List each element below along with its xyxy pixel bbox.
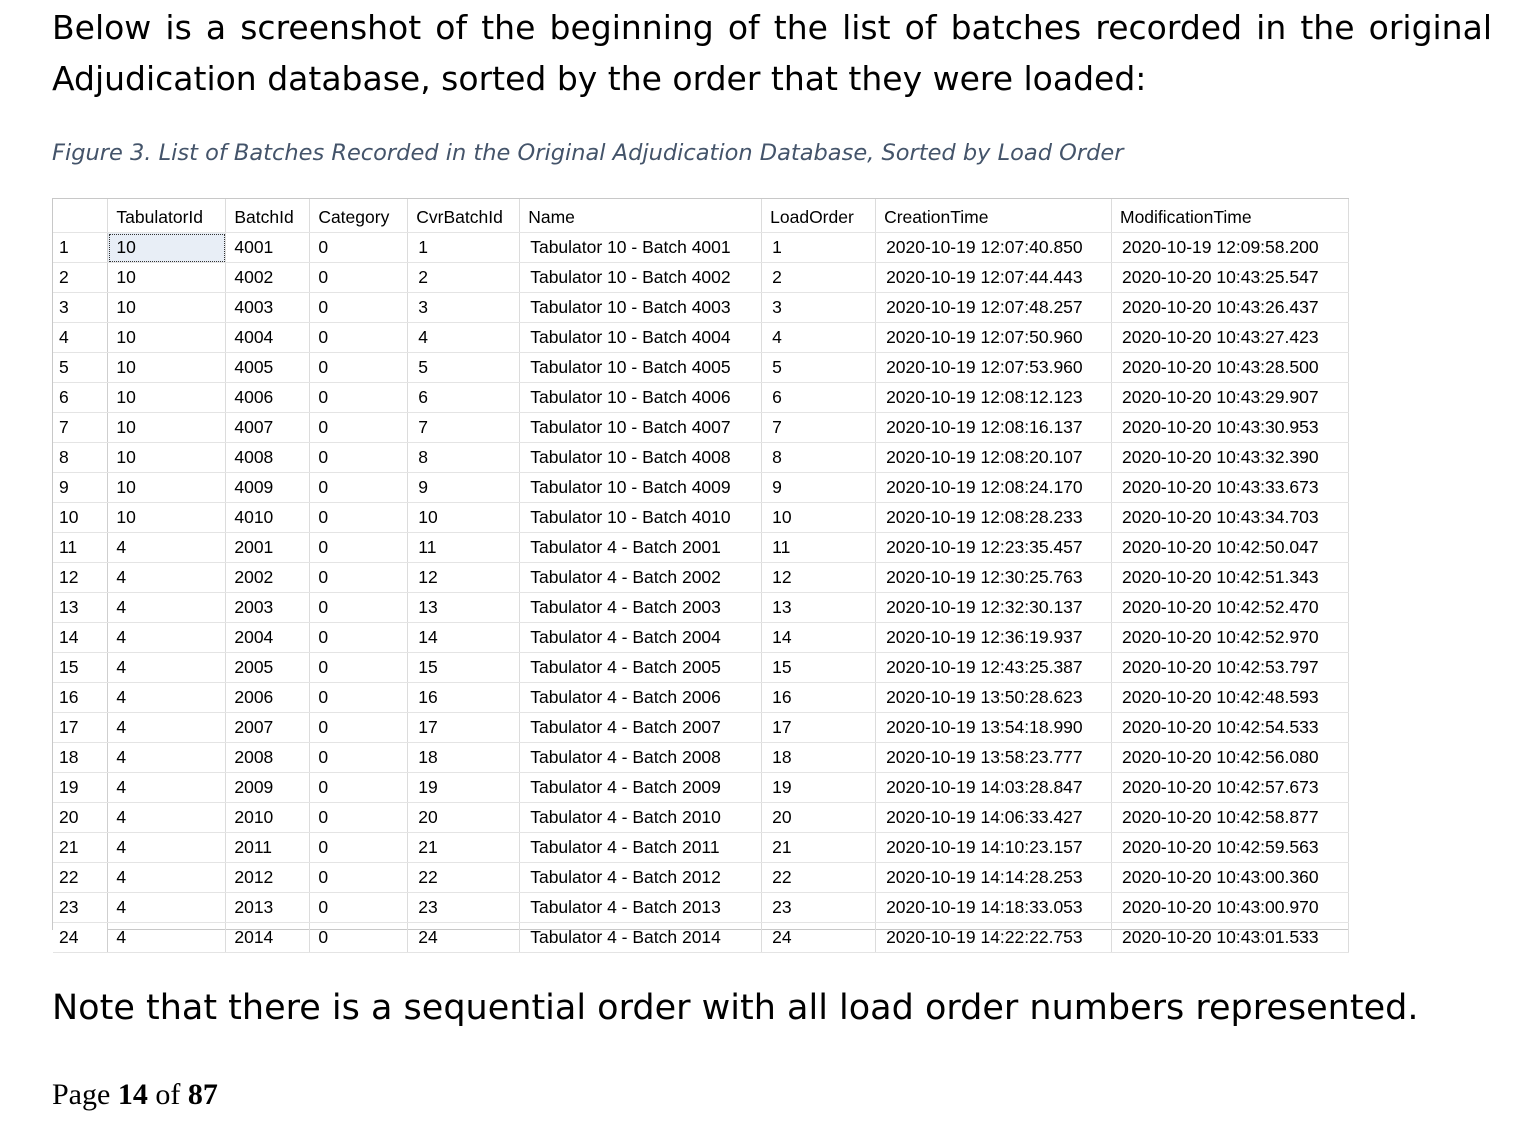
row-number-cell[interactable]: 15 bbox=[53, 653, 108, 683]
table-cell[interactable]: 2020-10-20 10:42:57.673 bbox=[1112, 773, 1349, 803]
table-row[interactable] bbox=[53, 653, 1349, 683]
table-cell[interactable]: 2009 bbox=[226, 773, 310, 803]
table-cell[interactable]: 2003 bbox=[226, 593, 310, 623]
table-cell[interactable]: 4007 bbox=[226, 413, 310, 443]
table-cell[interactable]: 0 bbox=[310, 683, 408, 713]
table-cell[interactable]: 10 bbox=[108, 233, 226, 263]
table-cell[interactable]: 4 bbox=[108, 713, 226, 743]
table-cell[interactable]: 17 bbox=[408, 713, 520, 743]
table-cell[interactable]: 0 bbox=[310, 533, 408, 563]
table-cell[interactable]: 15 bbox=[762, 653, 876, 683]
row-number-cell[interactable]: 20 bbox=[53, 803, 108, 833]
of-word: of bbox=[155, 1078, 181, 1111]
table-cell[interactable]: 4 bbox=[108, 563, 226, 593]
table-cell[interactable]: 16 bbox=[762, 683, 876, 713]
table-cell[interactable]: 9 bbox=[762, 473, 876, 503]
table-cell[interactable]: Tabulator 4 - Batch 2003 bbox=[520, 593, 762, 623]
table-row[interactable] bbox=[53, 713, 1349, 743]
row-number-cell[interactable]: 5 bbox=[53, 353, 108, 383]
table-cell[interactable]: 2020-10-20 10:43:29.907 bbox=[1112, 383, 1349, 413]
table-cell[interactable]: Tabulator 4 - Batch 2012 bbox=[520, 863, 762, 893]
table-cell[interactable]: 2020-10-19 12:08:24.170 bbox=[876, 473, 1112, 503]
table-cell[interactable]: 4 bbox=[108, 773, 226, 803]
table-cell[interactable]: 1 bbox=[762, 233, 876, 263]
row-number-cell[interactable]: 16 bbox=[53, 683, 108, 713]
table-cell[interactable]: 17 bbox=[762, 713, 876, 743]
table-cell[interactable]: 10 bbox=[762, 503, 876, 533]
table-cell[interactable]: 4 bbox=[108, 863, 226, 893]
table-row[interactable] bbox=[53, 623, 1349, 653]
table-cell[interactable]: 2020-10-19 13:58:23.777 bbox=[876, 743, 1112, 773]
table-cell[interactable]: 11 bbox=[762, 533, 876, 563]
table-cell[interactable]: 18 bbox=[408, 743, 520, 773]
table-cell[interactable]: 0 bbox=[310, 593, 408, 623]
table-cell[interactable]: 2020-10-19 14:10:23.157 bbox=[876, 833, 1112, 863]
column-header[interactable]: CreationTime bbox=[876, 199, 1112, 233]
table-cell[interactable]: 4003 bbox=[226, 293, 310, 323]
table-cell[interactable]: 8 bbox=[762, 443, 876, 473]
table-cell[interactable]: 2020-10-19 12:30:25.763 bbox=[876, 563, 1112, 593]
row-number-cell[interactable]: 8 bbox=[53, 443, 108, 473]
note-paragraph: Note that there is a sequential order with all load order numbers represented. bbox=[52, 988, 1419, 1028]
table-cell[interactable]: 2011 bbox=[226, 833, 310, 863]
row-number-cell[interactable]: 13 bbox=[53, 593, 108, 623]
table-cell[interactable]: 2020-10-19 12:07:40.850 bbox=[876, 233, 1112, 263]
table-cell[interactable]: Tabulator 4 - Batch 2002 bbox=[520, 563, 762, 593]
table-cell[interactable]: Tabulator 4 - Batch 2014 bbox=[520, 923, 762, 953]
table-cell[interactable]: 6 bbox=[408, 383, 520, 413]
table-cell[interactable]: 2020-10-20 10:42:52.470 bbox=[1112, 593, 1349, 623]
table-cell[interactable]: 2004 bbox=[226, 623, 310, 653]
table-cell[interactable]: 2 bbox=[762, 263, 876, 293]
table-cell[interactable]: 2020-10-20 10:43:00.970 bbox=[1112, 893, 1349, 923]
table-cell[interactable]: 2020-10-19 12:08:12.123 bbox=[876, 383, 1112, 413]
table-cell[interactable]: 2020-10-19 14:14:28.253 bbox=[876, 863, 1112, 893]
page-number: 14 bbox=[117, 1078, 148, 1111]
table-row[interactable] bbox=[53, 263, 1349, 293]
figure-caption: Figure 3. List of Batches Recorded in the Original Adjudication Database, Sorted by Load Order bbox=[52, 140, 1124, 166]
table-cell[interactable]: 13 bbox=[762, 593, 876, 623]
table-cell[interactable]: 4006 bbox=[226, 383, 310, 413]
table-cell[interactable]: 0 bbox=[310, 233, 408, 263]
table-cell[interactable]: 2001 bbox=[226, 533, 310, 563]
row-number-cell[interactable]: 6 bbox=[53, 383, 108, 413]
table-cell[interactable]: 0 bbox=[310, 293, 408, 323]
table-row[interactable] bbox=[53, 323, 1349, 353]
table-cell[interactable]: 19 bbox=[408, 773, 520, 803]
row-number-cell[interactable]: 18 bbox=[53, 743, 108, 773]
row-number-cell[interactable]: 17 bbox=[53, 713, 108, 743]
table-cell[interactable]: 0 bbox=[310, 893, 408, 923]
table-row[interactable] bbox=[53, 413, 1349, 443]
table-row[interactable] bbox=[53, 683, 1349, 713]
column-header[interactable]: BatchId bbox=[226, 199, 310, 233]
table-cell[interactable]: 10 bbox=[408, 503, 520, 533]
table-row[interactable] bbox=[53, 743, 1349, 773]
table-cell[interactable]: 2020-10-19 12:43:25.387 bbox=[876, 653, 1112, 683]
table-cell[interactable]: Tabulator 10 - Batch 4001 bbox=[520, 233, 762, 263]
table-cell[interactable]: 8 bbox=[408, 443, 520, 473]
table-cell[interactable]: Tabulator 4 - Batch 2009 bbox=[520, 773, 762, 803]
table-cell[interactable]: 0 bbox=[310, 353, 408, 383]
table-cell[interactable]: 0 bbox=[310, 923, 408, 953]
table-cell[interactable]: 4 bbox=[108, 893, 226, 923]
table-cell[interactable]: 18 bbox=[762, 743, 876, 773]
row-number-cell[interactable]: 22 bbox=[53, 863, 108, 893]
table-cell[interactable]: 4004 bbox=[226, 323, 310, 353]
table-cell[interactable]: 12 bbox=[762, 563, 876, 593]
table-cell[interactable]: Tabulator 4 - Batch 2011 bbox=[520, 833, 762, 863]
table-body bbox=[53, 233, 1349, 953]
table-cell[interactable]: 2020-10-20 10:42:58.877 bbox=[1112, 803, 1349, 833]
table-row[interactable] bbox=[53, 773, 1349, 803]
table-cell[interactable]: 2006 bbox=[226, 683, 310, 713]
table-cell[interactable]: 2020-10-20 10:43:26.437 bbox=[1112, 293, 1349, 323]
table-cell[interactable]: 2020-10-20 10:43:01.533 bbox=[1112, 923, 1349, 953]
table-cell[interactable]: 10 bbox=[108, 443, 226, 473]
table-cell[interactable]: 4 bbox=[108, 593, 226, 623]
table-cell[interactable]: 0 bbox=[310, 803, 408, 833]
table-cell[interactable]: Tabulator 10 - Batch 4006 bbox=[520, 383, 762, 413]
table-cell[interactable]: 23 bbox=[762, 893, 876, 923]
table-cell[interactable]: 2008 bbox=[226, 743, 310, 773]
table-cell[interactable]: 2020-10-20 10:42:48.593 bbox=[1112, 683, 1349, 713]
table-cell[interactable]: 7 bbox=[762, 413, 876, 443]
table-cell[interactable]: 10 bbox=[108, 503, 226, 533]
table-cell[interactable]: 0 bbox=[310, 743, 408, 773]
column-header[interactable]: TabulatorId bbox=[108, 199, 226, 233]
table-cell[interactable]: 14 bbox=[762, 623, 876, 653]
table-cell[interactable]: 3 bbox=[408, 293, 520, 323]
table-cell[interactable]: 2020-10-19 14:22:22.753 bbox=[876, 923, 1112, 953]
table-cell[interactable]: 10 bbox=[108, 353, 226, 383]
table-cell[interactable]: 4 bbox=[108, 803, 226, 833]
table-cell[interactable]: 4 bbox=[108, 533, 226, 563]
table-cell[interactable]: 4002 bbox=[226, 263, 310, 293]
table-cell[interactable]: 2020-10-19 14:03:28.847 bbox=[876, 773, 1112, 803]
table-cell[interactable]: 4 bbox=[108, 683, 226, 713]
table-cell[interactable]: 4008 bbox=[226, 443, 310, 473]
table-cell[interactable]: 0 bbox=[310, 263, 408, 293]
table-cell[interactable]: 0 bbox=[310, 443, 408, 473]
table-cell[interactable]: 0 bbox=[310, 503, 408, 533]
table-cell[interactable]: 2020-10-19 12:36:19.937 bbox=[876, 623, 1112, 653]
table-cell[interactable]: 2010 bbox=[226, 803, 310, 833]
table-cell[interactable]: 2020-10-19 12:23:35.457 bbox=[876, 533, 1112, 563]
table-cell[interactable]: 2020-10-20 10:43:25.547 bbox=[1112, 263, 1349, 293]
table-cell[interactable]: 22 bbox=[762, 863, 876, 893]
table-cell[interactable]: 2020-10-20 10:42:52.970 bbox=[1112, 623, 1349, 653]
page-footer bbox=[52, 1078, 218, 1112]
row-number-cell[interactable]: 19 bbox=[53, 773, 108, 803]
table-row[interactable] bbox=[53, 803, 1349, 833]
table-cell[interactable]: Tabulator 4 - Batch 2013 bbox=[520, 893, 762, 923]
table-cell[interactable]: Tabulator 10 - Batch 4007 bbox=[520, 413, 762, 443]
table-cell[interactable]: 2007 bbox=[226, 713, 310, 743]
table-cell[interactable]: 0 bbox=[310, 833, 408, 863]
table-cell[interactable]: 10 bbox=[108, 323, 226, 353]
table-cell[interactable]: 2020-10-19 12:07:48.257 bbox=[876, 293, 1112, 323]
table-cell[interactable]: 24 bbox=[408, 923, 520, 953]
row-number-cell[interactable]: 2 bbox=[53, 263, 108, 293]
table-cell[interactable]: 23 bbox=[408, 893, 520, 923]
table-cell[interactable]: 10 bbox=[108, 263, 226, 293]
table-cell[interactable]: 2020-10-20 10:43:00.360 bbox=[1112, 863, 1349, 893]
table-cell[interactable]: 2020-10-19 13:54:18.990 bbox=[876, 713, 1112, 743]
table-cell[interactable]: 2020-10-20 10:43:27.423 bbox=[1112, 323, 1349, 353]
table-row[interactable] bbox=[53, 383, 1349, 413]
table-cell[interactable]: 2020-10-20 10:42:53.797 bbox=[1112, 653, 1349, 683]
table-cell[interactable]: Tabulator 4 - Batch 2010 bbox=[520, 803, 762, 833]
table-cell[interactable]: 2020-10-19 14:06:33.427 bbox=[876, 803, 1112, 833]
table-cell[interactable]: Tabulator 4 - Batch 2001 bbox=[520, 533, 762, 563]
table-cell[interactable]: 0 bbox=[310, 623, 408, 653]
table-row[interactable] bbox=[53, 473, 1349, 503]
table-cell[interactable]: 10 bbox=[108, 293, 226, 323]
table-cell[interactable]: 15 bbox=[408, 653, 520, 683]
table-cell[interactable]: 0 bbox=[310, 413, 408, 443]
table-cell[interactable]: 2020-10-19 12:32:30.137 bbox=[876, 593, 1112, 623]
table-cell[interactable]: Tabulator 10 - Batch 4009 bbox=[520, 473, 762, 503]
table-cell[interactable]: 2020-10-19 12:07:53.960 bbox=[876, 353, 1112, 383]
column-header[interactable]: Category bbox=[310, 199, 408, 233]
table-row[interactable] bbox=[53, 503, 1349, 533]
row-number-cell[interactable]: 14 bbox=[53, 623, 108, 653]
row-number-cell[interactable]: 9 bbox=[53, 473, 108, 503]
table-cell[interactable]: 2014 bbox=[226, 923, 310, 953]
table-cell[interactable]: 2020-10-20 10:42:51.343 bbox=[1112, 563, 1349, 593]
table-cell[interactable]: 2020-10-20 10:43:30.953 bbox=[1112, 413, 1349, 443]
table-cell[interactable]: 24 bbox=[762, 923, 876, 953]
table-cell[interactable]: 0 bbox=[310, 713, 408, 743]
table-cell[interactable]: Tabulator 10 - Batch 4005 bbox=[520, 353, 762, 383]
row-number-cell[interactable]: 4 bbox=[53, 323, 108, 353]
results-grid bbox=[52, 198, 1349, 947]
table-cell[interactable]: 10 bbox=[108, 473, 226, 503]
table-cell[interactable]: 10 bbox=[108, 383, 226, 413]
table-cell[interactable]: 4001 bbox=[226, 233, 310, 263]
row-number-cell[interactable]: 12 bbox=[53, 563, 108, 593]
table-cell[interactable]: 2020-10-19 14:18:33.053 bbox=[876, 893, 1112, 923]
table-cell[interactable]: 1 bbox=[408, 233, 520, 263]
table-cell[interactable]: 2020-10-19 12:07:44.443 bbox=[876, 263, 1112, 293]
row-number-cell[interactable]: 11 bbox=[53, 533, 108, 563]
table-cell[interactable]: 10 bbox=[108, 413, 226, 443]
table-cell[interactable]: 4 bbox=[108, 833, 226, 863]
table-cell[interactable]: 19 bbox=[762, 773, 876, 803]
table-cell[interactable]: 11 bbox=[408, 533, 520, 563]
table-cell[interactable]: 2002 bbox=[226, 563, 310, 593]
row-number-cell[interactable]: 24 bbox=[53, 923, 108, 953]
table-cell[interactable]: Tabulator 4 - Batch 2007 bbox=[520, 713, 762, 743]
table-cell[interactable]: Tabulator 4 - Batch 2006 bbox=[520, 683, 762, 713]
table-cell[interactable]: 0 bbox=[310, 653, 408, 683]
table-row[interactable] bbox=[53, 863, 1349, 893]
table-cell[interactable]: 22 bbox=[408, 863, 520, 893]
table-cell[interactable]: Tabulator 4 - Batch 2005 bbox=[520, 653, 762, 683]
table-cell[interactable]: 2020-10-20 10:43:28.500 bbox=[1112, 353, 1349, 383]
table-cell[interactable]: 2013 bbox=[226, 893, 310, 923]
table-cell[interactable]: 4 bbox=[408, 323, 520, 353]
table-cell[interactable]: 14 bbox=[408, 623, 520, 653]
table-cell[interactable]: 0 bbox=[310, 773, 408, 803]
row-number-cell[interactable]: 7 bbox=[53, 413, 108, 443]
column-header[interactable]: ModificationTime bbox=[1112, 199, 1349, 233]
table-cell[interactable]: 2020-10-20 10:42:59.563 bbox=[1112, 833, 1349, 863]
page-word: Page bbox=[52, 1078, 111, 1111]
table-cell[interactable]: 0 bbox=[310, 323, 408, 353]
table-cell[interactable]: 2005 bbox=[226, 653, 310, 683]
table-cell[interactable]: Tabulator 10 - Batch 4003 bbox=[520, 293, 762, 323]
table-row[interactable] bbox=[53, 563, 1349, 593]
intro-paragraph: Below is a screenshot of the beginning of the list of batches recorded in the original Adjudication database, sorted by the order that they were loaded: bbox=[52, 8, 1492, 98]
table-cell[interactable]: 2020-10-19 12:09:58.200 bbox=[1112, 233, 1349, 263]
page-total: 87 bbox=[187, 1078, 218, 1111]
row-number-cell[interactable]: 10 bbox=[53, 503, 108, 533]
table-cell[interactable]: 9 bbox=[408, 473, 520, 503]
table-cell[interactable]: 2020-10-19 12:08:28.233 bbox=[876, 503, 1112, 533]
table-cell[interactable]: 2 bbox=[408, 263, 520, 293]
table-cell[interactable]: 4 bbox=[108, 623, 226, 653]
table-cell[interactable]: 4 bbox=[108, 653, 226, 683]
table-cell[interactable]: 2020-10-19 12:07:50.960 bbox=[876, 323, 1112, 353]
table-cell[interactable]: Tabulator 10 - Batch 4004 bbox=[520, 323, 762, 353]
table-cell[interactable]: 2020-10-20 10:43:33.673 bbox=[1112, 473, 1349, 503]
table-cell[interactable]: 4005 bbox=[226, 353, 310, 383]
table-cell[interactable]: 0 bbox=[310, 473, 408, 503]
table-cell[interactable]: 13 bbox=[408, 593, 520, 623]
table-cell[interactable]: 4 bbox=[108, 743, 226, 773]
batches-table bbox=[53, 199, 1349, 953]
table-cell[interactable]: 2020-10-19 12:08:20.107 bbox=[876, 443, 1112, 473]
table-cell[interactable]: Tabulator 10 - Batch 4008 bbox=[520, 443, 762, 473]
row-number-header[interactable] bbox=[53, 199, 108, 233]
table-cell[interactable]: 21 bbox=[762, 833, 876, 863]
table-cell[interactable]: 4 bbox=[762, 323, 876, 353]
table-row[interactable] bbox=[53, 293, 1349, 323]
table-cell[interactable]: 0 bbox=[310, 863, 408, 893]
table-cell[interactable]: 2020-10-20 10:42:56.080 bbox=[1112, 743, 1349, 773]
table-cell[interactable]: 0 bbox=[310, 383, 408, 413]
table-cell[interactable]: 20 bbox=[762, 803, 876, 833]
table-cell[interactable]: 2020-10-20 10:43:34.703 bbox=[1112, 503, 1349, 533]
table-cell[interactable]: 5 bbox=[408, 353, 520, 383]
table-cell[interactable]: 20 bbox=[408, 803, 520, 833]
table-cell[interactable]: Tabulator 4 - Batch 2004 bbox=[520, 623, 762, 653]
table-row[interactable] bbox=[53, 353, 1349, 383]
row-number-cell[interactable]: 21 bbox=[53, 833, 108, 863]
column-header[interactable]: Name bbox=[520, 199, 762, 233]
table-cell[interactable]: 2012 bbox=[226, 863, 310, 893]
table-cell[interactable]: 5 bbox=[762, 353, 876, 383]
row-number-cell[interactable]: 3 bbox=[53, 293, 108, 323]
table-row[interactable] bbox=[53, 923, 1349, 953]
table-row[interactable] bbox=[53, 443, 1349, 473]
table-cell[interactable]: 0 bbox=[310, 563, 408, 593]
table-cell[interactable]: 2020-10-20 10:42:50.047 bbox=[1112, 533, 1349, 563]
table-row[interactable] bbox=[53, 533, 1349, 563]
table-cell[interactable]: 4009 bbox=[226, 473, 310, 503]
table-cell[interactable]: 4010 bbox=[226, 503, 310, 533]
table-row[interactable] bbox=[53, 593, 1349, 623]
table-cell[interactable]: 21 bbox=[408, 833, 520, 863]
table-cell[interactable]: 4 bbox=[108, 923, 226, 953]
table-cell[interactable]: 2020-10-20 10:42:54.533 bbox=[1112, 713, 1349, 743]
table-cell[interactable]: Tabulator 10 - Batch 4002 bbox=[520, 263, 762, 293]
table-row[interactable] bbox=[53, 893, 1349, 923]
table-cell[interactable]: 7 bbox=[408, 413, 520, 443]
table-cell[interactable]: Tabulator 4 - Batch 2008 bbox=[520, 743, 762, 773]
table-cell[interactable]: 2020-10-19 13:50:28.623 bbox=[876, 683, 1112, 713]
table-cell[interactable]: 3 bbox=[762, 293, 876, 323]
table-cell[interactable]: 2020-10-20 10:43:32.390 bbox=[1112, 443, 1349, 473]
row-number-cell[interactable]: 1 bbox=[53, 233, 108, 263]
row-number-cell[interactable]: 23 bbox=[53, 893, 108, 923]
table-row[interactable] bbox=[53, 833, 1349, 863]
table-row[interactable] bbox=[53, 233, 1349, 263]
table-cell[interactable]: 2020-10-19 12:08:16.137 bbox=[876, 413, 1112, 443]
table-cell[interactable]: 16 bbox=[408, 683, 520, 713]
column-header[interactable]: LoadOrder bbox=[762, 199, 876, 233]
table-cell[interactable]: 12 bbox=[408, 563, 520, 593]
table-cell[interactable]: Tabulator 10 - Batch 4010 bbox=[520, 503, 762, 533]
table-cell[interactable]: 6 bbox=[762, 383, 876, 413]
table-header-row bbox=[53, 199, 1349, 233]
column-header[interactable]: CvrBatchId bbox=[408, 199, 520, 233]
